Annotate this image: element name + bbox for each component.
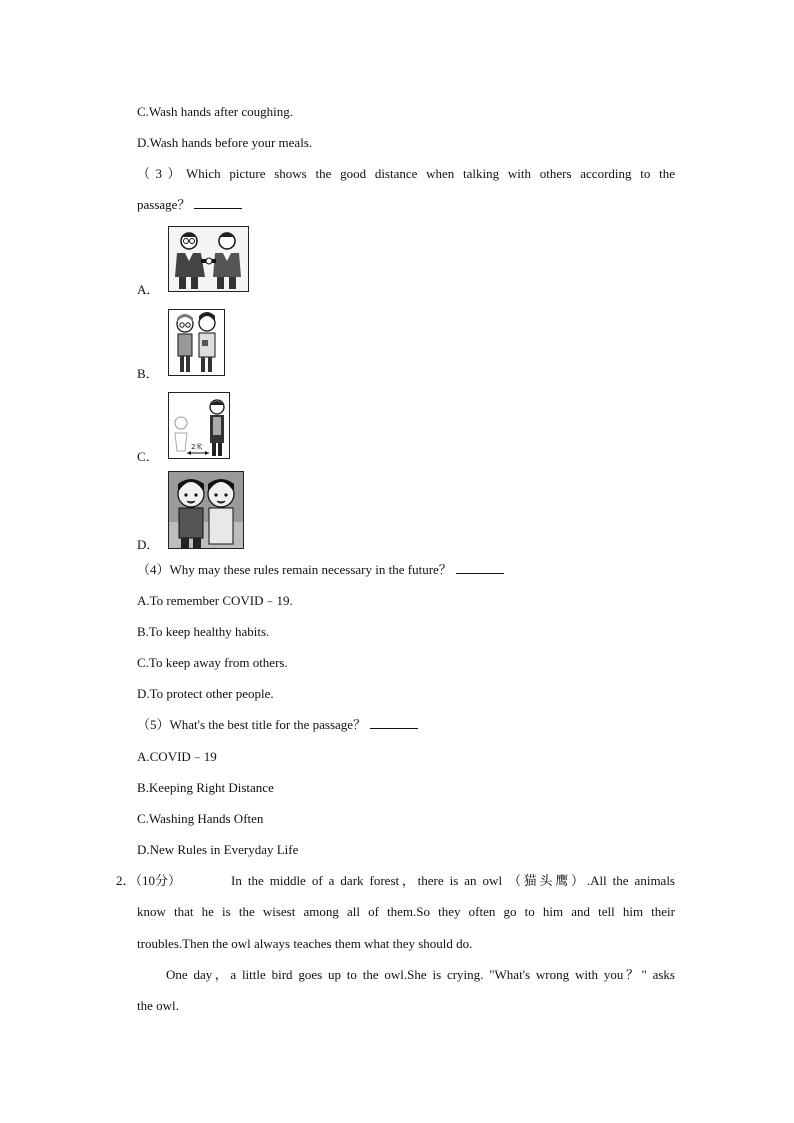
answer-blank[interactable]: [370, 717, 418, 729]
option-b-q5: B.Keeping Right Distance: [137, 780, 274, 795]
option-b-q4: B.To keep healthy habits.: [137, 624, 270, 639]
question-2-points: （10分）: [135, 873, 182, 888]
option-d-q1: D.Wash hands before your meals.: [137, 135, 313, 150]
distance-label: 2米: [191, 443, 203, 451]
option-d-q4: D.To protect other people.: [137, 686, 274, 701]
passage-line-3: troubles.Then the owl always teaches them what they should do.: [137, 936, 473, 951]
passage-line-4: One day，a little bird goes up to the owl.She is crying. "What's wrong with you？" asks: [166, 967, 675, 982]
option-c-q1: C.Wash hands after coughing.: [137, 104, 293, 119]
passage-line-5: the owl.: [137, 998, 179, 1013]
answer-blank[interactable]: [194, 197, 242, 209]
question-3-stem-line2: passage？: [137, 197, 242, 213]
question-3-stem: （3）Which picture shows the good distance when talking with others according to the: [137, 166, 675, 181]
people-two-meters-apart-picture: [168, 392, 230, 459]
two-kids-side-by-side-picture: [168, 471, 244, 549]
question-5-stem: （5）What's the best title for the passage？: [137, 717, 418, 733]
two-people-standing-close-picture: [168, 309, 225, 376]
two-men-shaking-hands-picture: [168, 226, 249, 292]
answer-blank[interactable]: [456, 562, 504, 574]
option-c-label: C．: [137, 449, 159, 464]
option-d-label: D．: [137, 537, 160, 552]
question-4-stem: （4）Why may these rules remain necessary in the future？: [137, 562, 504, 578]
option-d-q5: D.New Rules in Everyday Life: [137, 842, 299, 857]
passage-line-2: know that he is the wisest among all of them.So they often go to him and tell him their: [137, 904, 675, 919]
option-a-q4: A.To remember COVID﹣19.: [137, 593, 293, 608]
option-c-q5: C.Washing Hands Often: [137, 811, 264, 826]
question-2-number: 2．（10分）: [116, 873, 182, 888]
option-a-label: A．: [137, 282, 160, 297]
option-b-label: B．: [137, 366, 159, 381]
option-c-q4: C.To keep away from others.: [137, 655, 288, 670]
option-a-q5: A.COVID﹣19: [137, 749, 217, 764]
passage-line-1: In the middle of a dark forest，there is an owl （猫头鹰）.All the animals: [231, 873, 675, 888]
